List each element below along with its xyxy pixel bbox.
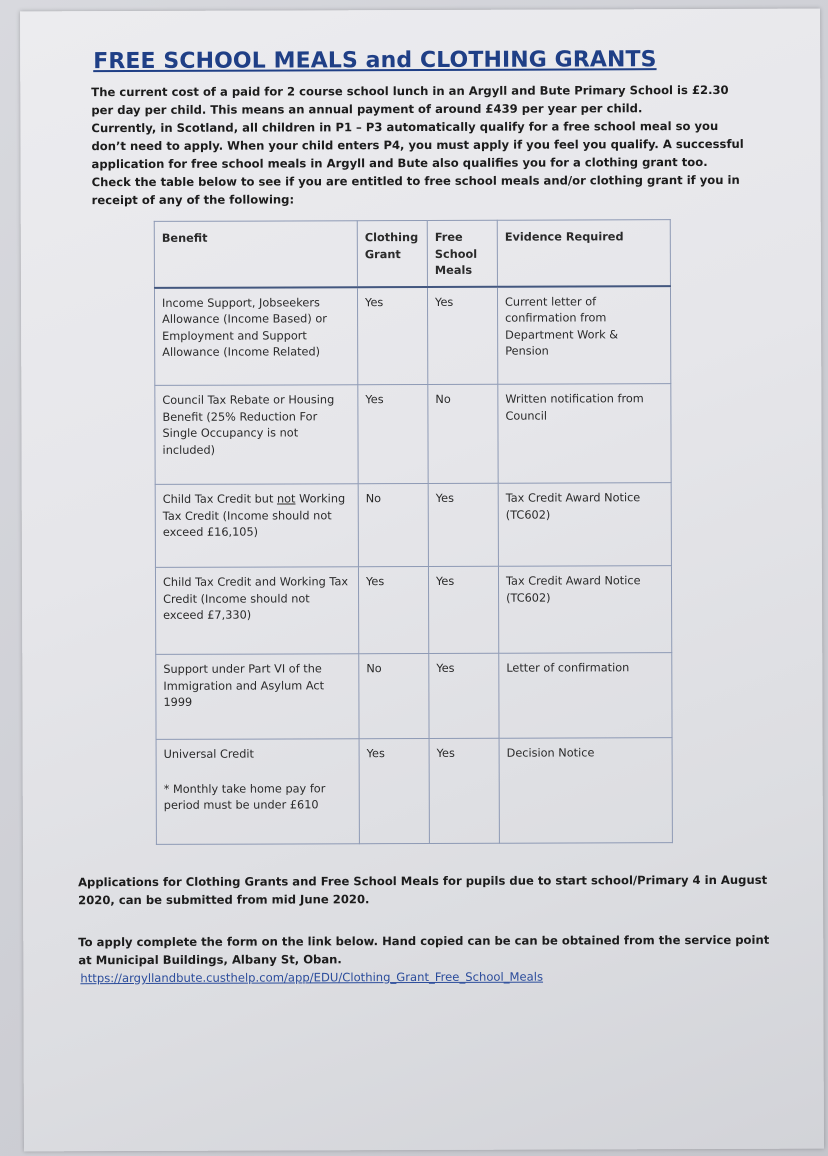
benefit-emphasis: not xyxy=(276,492,296,506)
page-title: FREE SCHOOL MEALS and CLOTHING GRANTS xyxy=(93,47,657,75)
cell-meals: Yes xyxy=(429,653,499,738)
cell-evidence: Letter of confirmation xyxy=(499,653,672,739)
cell-evidence: Tax Credit Award Notice (TC602) xyxy=(498,566,671,654)
header-clothing-grant: Clothing Grant xyxy=(357,220,427,286)
table-row xyxy=(156,738,672,845)
cell-benefit: Child Tax Credit and Working Tax Credit (Income should not exceed £7,330) xyxy=(155,567,358,655)
benefits-table xyxy=(154,219,673,845)
cell-benefit: Income Support, Jobseekers Allowance (Income Based) or Employment and Support Allowance (Income Related) xyxy=(154,287,357,386)
header-free-school-meals: Free School Meals xyxy=(427,220,497,286)
cell-meals: Yes xyxy=(428,566,498,653)
cell-meals: Yes xyxy=(428,483,498,566)
intro-paragraph-cost: The current cost of a paid for 2 course school lunch in an Argyll and Bute Primary School is £2.30 per day per child. This means an annual payment of around £439 per year per child. xyxy=(91,82,729,118)
cell-benefit xyxy=(155,484,358,568)
table-header-row xyxy=(154,220,670,288)
cell-clothing: No xyxy=(358,483,428,566)
benefit-text: Working Tax Credit (Income should not exceed £16,105) xyxy=(162,492,346,539)
cell-evidence: Current letter of confirmation from Department Work & Pension xyxy=(497,286,670,385)
intro-paragraph-check: Check the table below to see if you are entitled to free school meals and/or clothing grant if you in receipt of any of the following: xyxy=(91,172,740,208)
cell-clothing: Yes xyxy=(358,566,428,653)
cell-benefit: Support under Part VI of the Immigration and Asylum Act 1999 xyxy=(156,654,359,740)
cell-meals: Yes xyxy=(429,738,499,843)
document-page xyxy=(20,9,824,1152)
header-benefit: Benefit xyxy=(154,221,357,288)
table-row xyxy=(155,384,671,485)
cell-clothing: Yes xyxy=(357,286,427,384)
table-row xyxy=(154,286,670,386)
cell-benefit: Council Tax Rebate or Housing Benefit (25% Reduction For Single Occupancy is not included) xyxy=(155,385,358,485)
table-row xyxy=(156,653,672,740)
applications-text: Applications for Clothing Grants and Free School Meals for pupils due to start school/Primary 4 in August 2020, can be submitted from mid June 2020. xyxy=(78,872,768,908)
intro-text xyxy=(91,81,751,209)
benefit-text: Universal Credit xyxy=(163,747,254,761)
cell-meals: Yes xyxy=(427,286,497,384)
benefit-text: Child Tax Credit but xyxy=(162,492,277,506)
table-row xyxy=(155,483,671,568)
benefit-footnote: * Monthly take home pay for period must be under £610 xyxy=(163,781,326,812)
apply-instructions: To apply complete the form on the link below. Hand copied can be can be obtained from the service point at Municipal Buildings, Albany St, Oban. xyxy=(78,932,770,968)
cell-evidence: Decision Notice xyxy=(499,738,672,844)
cell-evidence: Written notification from Council xyxy=(498,384,671,484)
cell-clothing: Yes xyxy=(359,738,429,843)
table-row xyxy=(155,566,671,655)
application-form-link[interactable]: https://argyllandbute.custhelp.com/app/EDU/Clothing_Grant_Free_School_Meals xyxy=(80,969,544,986)
cell-clothing: No xyxy=(359,653,429,738)
cell-meals: No xyxy=(428,384,498,483)
cell-benefit xyxy=(156,739,359,845)
cell-evidence: Tax Credit Award Notice (TC602) xyxy=(498,483,671,567)
cell-clothing: Yes xyxy=(358,384,428,483)
intro-paragraph-eligibility: Currently, in Scotland, all children in P1 – P3 automatically qualify for a free school meal so you don’t need to apply. When your child enters P4, you must apply if you feel you qualify. A successful application for free school meals in Argyll and Bute also qualifies you for a clothing grant too. xyxy=(91,118,744,172)
header-evidence-required: Evidence Required xyxy=(497,220,670,287)
